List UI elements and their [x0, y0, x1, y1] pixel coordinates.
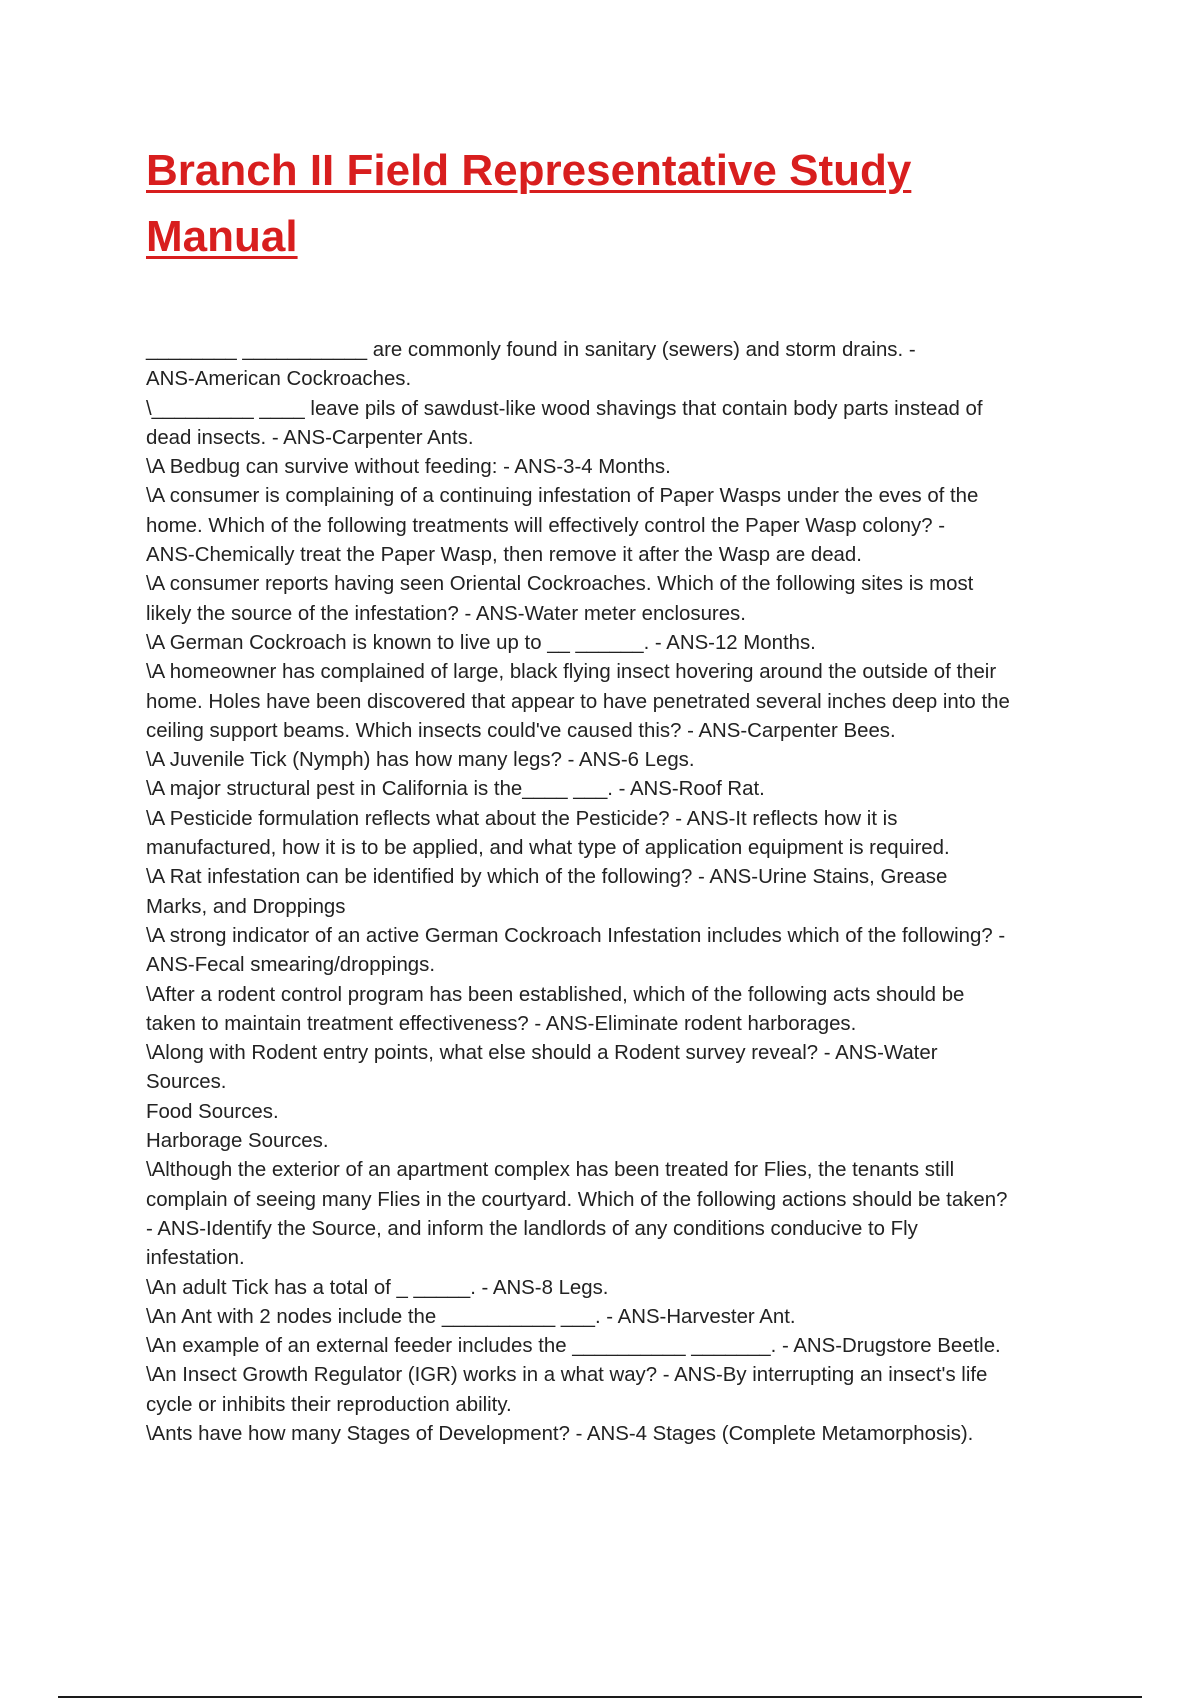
study-questions — [146, 336, 1096, 1449]
text-line: \Ants have how many Stages of Development? - ANS-4 Stages (Complete Metamorphosis). — [146, 1422, 974, 1445]
text-line: dead insects. - ANS-Carpenter Ants. — [146, 426, 474, 449]
text-line: complain of seeing many Flies in the courtyard. Which of the following actions should be taken? — [146, 1188, 1008, 1211]
text-line: \An Ant with 2 nodes include the __________ ___. - ANS-Harvester Ant. — [146, 1305, 796, 1328]
text-line: ________ ___________ are commonly found in sanitary (sewers) and storm drains. - — [146, 339, 916, 361]
text-line: \A Juvenile Tick (Nymph) has how many legs? - ANS-6 Legs. — [146, 749, 695, 772]
text-line: manufactured, how it is to be applied, and what type of application equipment is required. — [146, 837, 950, 860]
text-line: \A homeowner has complained of large, black flying insect hovering around the outside of their — [146, 661, 997, 684]
text-line: Harborage Sources. — [146, 1130, 329, 1153]
text-line: Food Sources. — [146, 1100, 279, 1123]
text-line: \After a rodent control program has been established, which of the following acts should be — [146, 983, 965, 1006]
text-line: - ANS-Identify the Source, and inform the landlords of any conditions conducive to Fly — [146, 1217, 918, 1240]
text-line: \A consumer is complaining of a continuing infestation of Paper Wasps under the eves of the — [146, 485, 979, 508]
text-line: \A strong indicator of an active German Cockroach Infestation includes which of the following? - — [146, 924, 1006, 947]
text-line: ANS-American Cockroaches. — [146, 368, 412, 391]
text-line: taken to maintain treatment effectiveness? - ANS-Eliminate rodent harborages. — [146, 1012, 857, 1035]
text-line: home. Holes have been discovered that appear to have penetrated several inches deep into the — [146, 690, 1010, 713]
text-line: \A Pesticide formulation reflects what about the Pesticide? - ANS-It reflects how it is — [146, 807, 898, 830]
text-line: ANS-Fecal smearing/droppings. — [146, 954, 435, 977]
text-line: \A Bedbug can survive without feeding: - ANS-3-4 Months. — [146, 456, 671, 479]
text-line: \A German Cockroach is known to live up to __ ______. - ANS-12 Months. — [146, 631, 816, 654]
text-line: \A Rat infestation can be identified by which of the following? - ANS-Urine Stains, Grease — [146, 866, 948, 889]
footer-divider — [58, 1696, 1142, 1698]
title-line: Manual — [146, 212, 298, 261]
text-line: \An adult Tick has a total of _ _____. - ANS-8 Legs. — [146, 1276, 609, 1299]
text-line: \Although the exterior of an apartment complex has been treated for Flies, the tenants still — [146, 1159, 955, 1182]
text-line: \A consumer reports having seen Oriental Cockroaches. Which of the following sites is most — [146, 573, 974, 596]
text-line: \An Insect Growth Regulator (IGR) works in a what way? - ANS-By interrupting an insect's life — [146, 1364, 988, 1387]
document-title — [146, 138, 1046, 270]
text-line: \A major structural pest in California is the____ ___. - ANS-Roof Rat. — [146, 778, 765, 801]
text-line: \_________ ____ leave pils of sawdust-like wood shavings that contain body parts instead of — [146, 397, 983, 420]
text-line: likely the source of the infestation? - ANS-Water meter enclosures. — [146, 602, 746, 625]
text-line: cycle or inhibits their reproduction ability. — [146, 1393, 512, 1416]
text-line: home. Which of the following treatments will effectively control the Paper Wasp colony? - — [146, 514, 945, 537]
text-line: Sources. — [146, 1071, 227, 1094]
title-line: Branch II Field Representative Study — [146, 146, 912, 195]
text-line: ceiling support beams. Which insects could've caused this? - ANS-Carpenter Bees. — [146, 719, 896, 742]
text-line: infestation. — [146, 1247, 245, 1270]
text-line: Marks, and Droppings — [146, 895, 346, 918]
text-line: ANS-Chemically treat the Paper Wasp, then remove it after the Wasp are dead. — [146, 544, 862, 567]
text-line: \An example of an external feeder includes the __________ _______. - ANS-Drugstore Beetle. — [146, 1335, 1001, 1358]
text-line: \Along with Rodent entry points, what else should a Rodent survey reveal? - ANS-Water — [146, 1042, 938, 1065]
